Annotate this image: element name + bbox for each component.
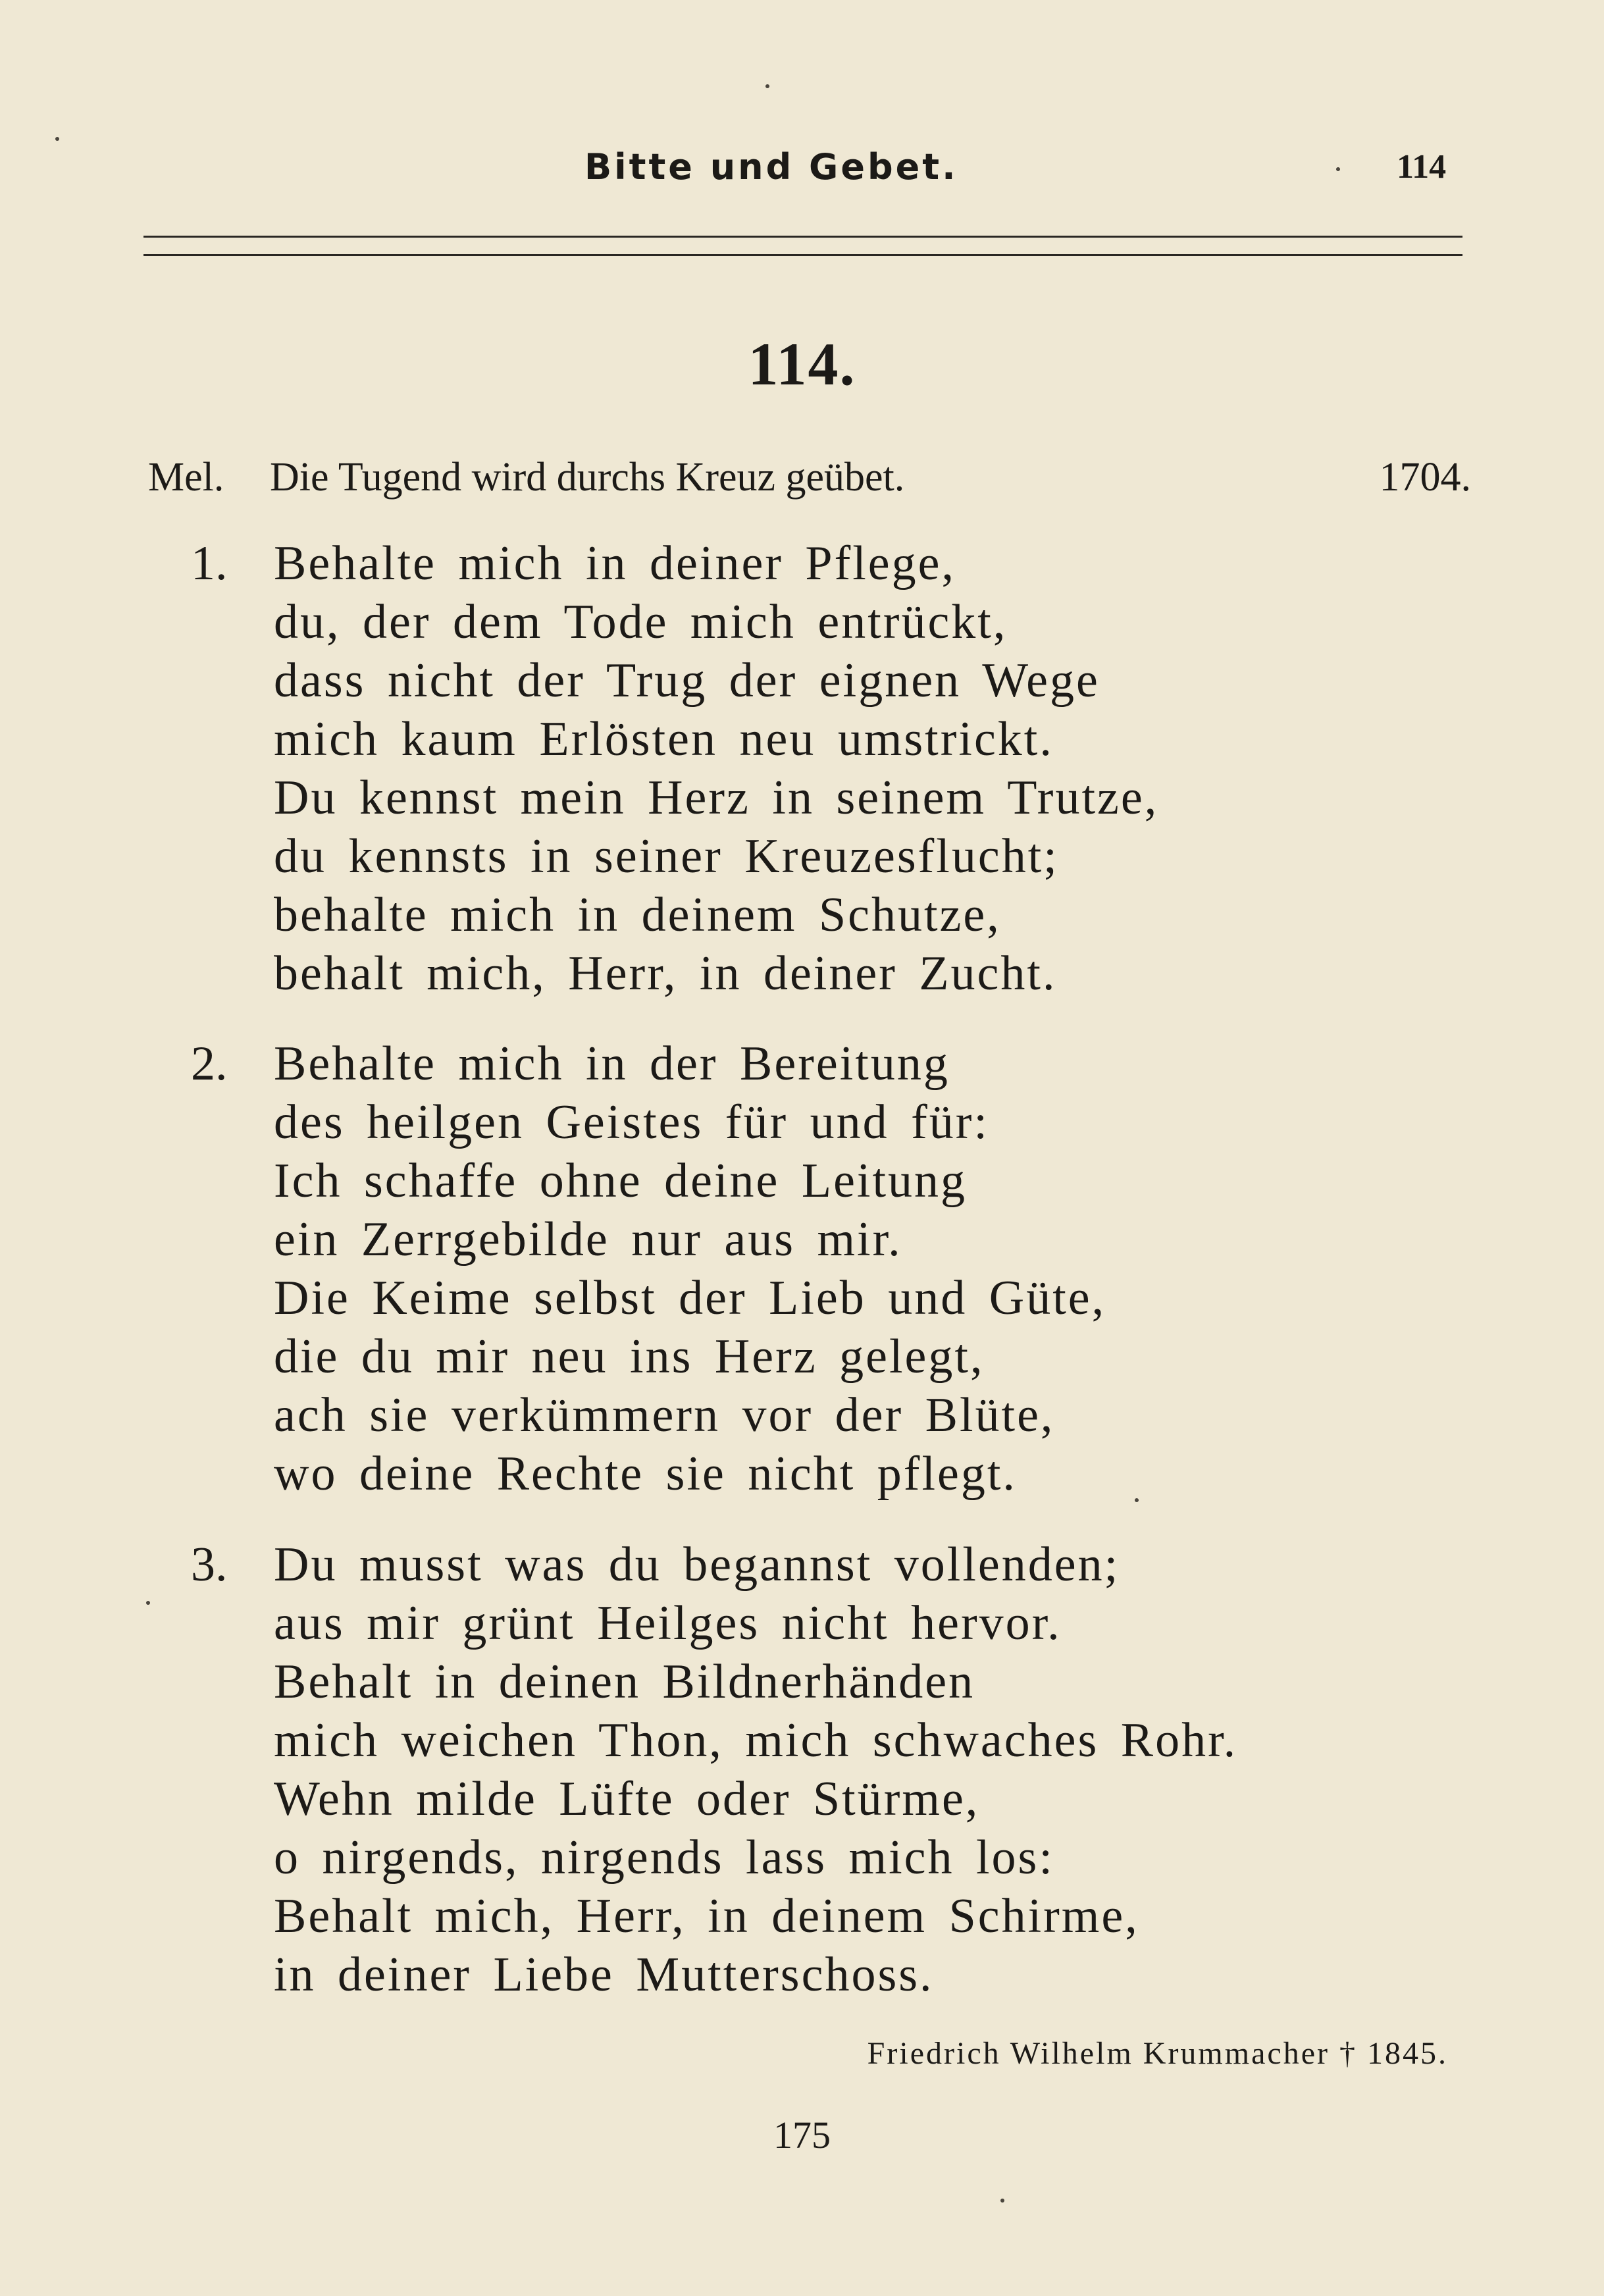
hymn-number: 114. bbox=[748, 330, 856, 398]
verse-line: Behalt in deinen Bildnerhänden bbox=[274, 1655, 975, 1709]
verse-line: in deiner Liebe Mutterschoss. bbox=[274, 1948, 934, 2002]
header-rule-top bbox=[143, 236, 1462, 238]
stanza-lines bbox=[274, 1035, 1106, 1503]
header-rule-bottom bbox=[143, 254, 1462, 256]
verse-line: du kennsts in seiner Kreuzesflucht; bbox=[274, 829, 1059, 883]
page-number: 175 bbox=[773, 2114, 831, 2156]
melody-year: 1704. bbox=[1379, 455, 1471, 500]
stanza-lines bbox=[274, 535, 1158, 1003]
verse-line: aus mir grünt Heilges nicht hervor. bbox=[274, 1596, 1062, 1650]
paper-speck bbox=[1135, 1498, 1139, 1502]
verse-line: die du mir neu ins Herz gelegt, bbox=[274, 1330, 985, 1384]
verse-line: dass nicht der Trug der eignen Wege bbox=[274, 654, 1100, 708]
melody-tune: Die Tugend wird durchs Kreuz geübet. bbox=[270, 455, 905, 500]
verse-line: Wehn milde Lüfte oder Stürme, bbox=[274, 1772, 980, 1826]
stanza-number: 2. bbox=[191, 1037, 228, 1091]
running-page-ref: 114 bbox=[1397, 148, 1447, 186]
verse-line: ein Zerrgebilde nur aus mir. bbox=[274, 1213, 902, 1266]
paper-speck bbox=[1000, 2199, 1004, 2203]
paper-speck bbox=[146, 1601, 150, 1605]
verse-line: Du kennst mein Herz in seinem Trutze, bbox=[274, 771, 1159, 825]
melody-prefix: Mel. bbox=[148, 455, 224, 500]
melody-line bbox=[148, 454, 1471, 507]
verse-line: Ich schaffe ohne deine Leitung bbox=[274, 1154, 968, 1208]
verse-line: mich kaum Erlösten neu umstrickt. bbox=[274, 712, 1054, 766]
verse-line: Behalte mich in der Bereitung bbox=[274, 1037, 950, 1091]
verse-line: Behalt mich, Herr, in deinem Schirme, bbox=[274, 1889, 1139, 1943]
verse-line: ach sie verkümmern vor der Blüte, bbox=[274, 1388, 1055, 1442]
verse-line: Du musst was du begannst vollenden; bbox=[274, 1538, 1120, 1592]
running-head bbox=[0, 146, 1604, 199]
verse-line: mich weichen Thon, mich schwaches Rohr. bbox=[274, 1713, 1238, 1767]
paper-speck bbox=[55, 137, 59, 141]
verse-line: o nirgends, nirgends lass mich los: bbox=[274, 1831, 1054, 1885]
hymn-author: Friedrich Wilhelm Krummacher † 1845. bbox=[867, 2036, 1448, 2071]
stanza-number: 3. bbox=[191, 1538, 228, 1592]
verse-line: Die Keime selbst der Lieb und Güte, bbox=[274, 1271, 1106, 1325]
running-title: Bitte und Gebet. bbox=[584, 146, 958, 188]
verse-line: Behalte mich in deiner Pflege, bbox=[274, 536, 956, 590]
paper-speck bbox=[1336, 167, 1340, 171]
verse-line: behalt mich, Herr, in deiner Zucht. bbox=[274, 947, 1057, 1001]
stanza-number: 1. bbox=[191, 536, 228, 590]
verse-line: des heilgen Geistes für und für: bbox=[274, 1095, 989, 1149]
paper-speck bbox=[765, 84, 769, 88]
stanza-lines bbox=[274, 1536, 1237, 2004]
verse-line: wo deine Rechte sie nicht pflegt. bbox=[274, 1447, 1017, 1501]
verse-line: behalte mich in deinem Schutze, bbox=[274, 888, 1001, 942]
verse-line: du, der dem Tode mich entrückt, bbox=[274, 595, 1008, 649]
